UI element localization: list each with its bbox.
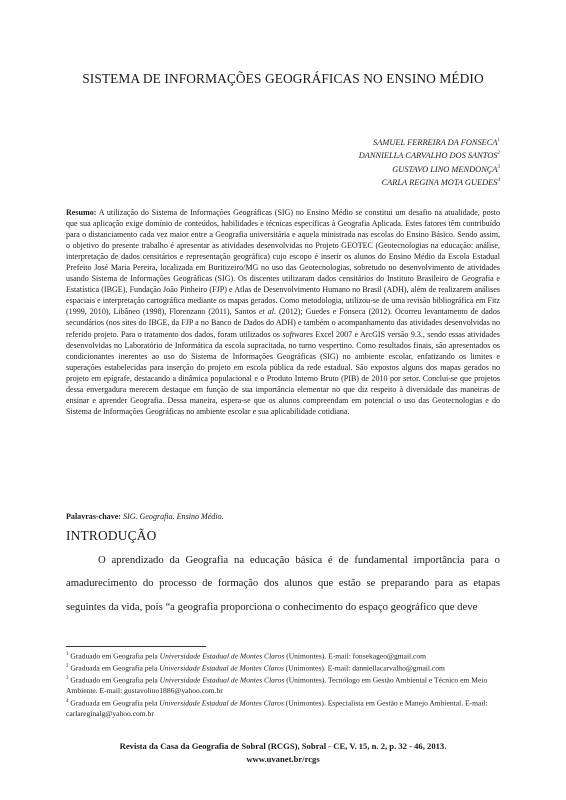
author-name: DANNIELLA CARVALHO DOS SANTOS — [358, 151, 498, 161]
footnote-text: (Unimontes). E-mail: danniellacarvalho@gmail.com — [283, 663, 445, 673]
footnote-2 — [66, 662, 500, 674]
footnote-1 — [66, 650, 500, 662]
footnote-institution: Universidade Estadual de Montes Claros — [159, 675, 285, 685]
author-name: GUSTAVO LINO MENDONÇA — [392, 164, 498, 174]
author-name: SAMUEL FERREIRA DA FONSECA — [373, 137, 498, 147]
footnote-mark: 4 — [66, 698, 69, 704]
author-footnote-mark: 4 — [497, 178, 500, 184]
author-2 — [359, 148, 500, 161]
abstract — [66, 207, 500, 417]
section-heading: INTRODUÇÃO — [66, 528, 157, 543]
author-list — [359, 135, 500, 189]
footnote-divider — [66, 646, 206, 647]
footnote-text: (Unimontes). Especialista em Gestão e Manejo Ambiental. E-mail: carlareginalg@yahoo.com.br — [66, 698, 488, 719]
journal-url[interactable]: www.uvanet.br/rcgs — [246, 753, 320, 764]
footnote-text: Graduado em Geografia pela — [68, 675, 160, 685]
journal-footer — [66, 740, 500, 765]
journal-citation: Revista da Casa da Geografia de Sobral (RCGS), Sobral - CE, V. 15, n. 2, p. 32 - 46, 2013. — [119, 741, 447, 751]
keywords-label: Palavras-chave: — [66, 512, 121, 521]
footnote-3 — [66, 674, 500, 697]
footnote-mark: 1 — [66, 652, 69, 657]
abstract-label: Resumo: — [66, 208, 97, 217]
footnote-institution: Universidade Estadual de Montes Claros — [159, 698, 284, 708]
abstract-etal: et al. — [258, 307, 277, 317]
author-name: CARLA REGINA MOTA GUEDES — [381, 177, 498, 187]
abstract-text-3: Excel 2007 e ArcGIS versão 9.3., sendo essas atividades desenvolvidas no Laboratório de Informática da escola supracitada, no turno vespertino. Como resultados finais, são apresentados os condicionantes inerentes ao uso do Sistema de Informações Geográficas (SIG) no ambiente escolar, enfatizando os limites e superações estabelecidas para inserção do projeto em escola pública da rede estadual. São expostos alguns dos mapas gerados no projeto em epígrafe, destacando a dinâmica populacional e o Produto Interno Bruto (PIB) de 2010 por setor. Conclui-se que projetos dessa envergadura merecem destaque em função de sua importância elementar no que diz respeito à diversidade das maneiras de ensinar e aprender Geografia. Dessa maneira, espera-se que os alunos compreendam em potencial o uso das Geotecnologias e do Sistema de Informações Geográficas no ambiente escolar e sua aplicabilidade cotidiana. — [66, 329, 500, 416]
footnote-text: Graduada em Geografia pela — [68, 698, 160, 708]
author-footnote-mark: 2 — [497, 151, 500, 157]
footnote-text: Graduado em Geografia pela — [68, 651, 160, 661]
footnote-institution: Universidade Estadual de Montes Claros — [159, 663, 284, 673]
author-1 — [359, 135, 500, 148]
footnote-mark: 3 — [66, 676, 69, 682]
abstract-text-1: A utilização do Sistema de Informações Geográficas (SIG) no Ensino Médio se constitui um desafio na atualidade, posto que sua aplicação exige domínio de conteúdos, habilidades e técnicas específicas à Geografia Aplicada. Estes fatores têm contribuído para o distanciamento cada vez maior entre a Geografia universitária e aquela ministrada nas escolas do Ensino Básico. Sendo assim, o objetivo do presente trabalho é apresentar as atividades desenvolvidas no Projeto GEOTEC (Geotecnologias na educação: análise, interpretação de dados censitários e representação geográfica) cujo escopo é inserir os alunos do Ensino Médio da Escola Estadual Prefeito José Maria Pereira, localizada em Buritizeiro/MG no uso das Geotecnologias, sobretudo no desenvolvimento de atividades usando Sistema de Informações Geográficas (SIG). Os discentes utilizaram dados censitários do Instituto Brasileiro de Geografia e Estatística (IBGE), Fundação João Pinheiro (FJP) e Atlas de Desenvolvimento Humano no Brasil (ADH), além de realizarem análises espaciais e interpretação cartográfica mediante os mapas gerados. Como metodologia, utilizou-se de uma revisão bibliográfica em Fitz (1999, 2010), Libâneo (1998), Florenzano (2011), Santos — [66, 208, 500, 317]
footnotes — [66, 650, 500, 720]
author-4 — [359, 175, 500, 188]
footnote-text: (Unimontes). Tecnólogo em Gestão Ambiental e Técnico em Meio Ambiente. E-mail: gustavolino1886@yahoo.com.br — [66, 675, 488, 696]
author-footnote-mark: 3 — [497, 164, 500, 170]
footnote-institution: Universidade Estadual de Montes Claros — [159, 651, 285, 661]
footnote-mark: 2 — [66, 664, 69, 670]
footnote-text: Graduada em Geografia pela — [68, 663, 160, 673]
author-footnote-mark: 1 — [497, 138, 500, 143]
abstract-text-2: (2012); Guedes e Fonseca (2012). Ocorreu levantamento de dados secundários (nos sites do IBGE, da FJP a no Banco de Dados do ADH) e também o acompanhamento das atividades desenvolvidas no referido projeto. Para o tratamento dos dados, foram utilizados os — [66, 307, 500, 339]
paper-title: SISTEMA DE INFORMAÇÕES GEOGRÁFICAS NO ENSINO MÉDIO — [82, 71, 484, 86]
keywords-value: SIG. Geografia. Ensino Médio. — [123, 512, 224, 521]
body-paragraph: O aprendizado da Geografia na educação básica é de fundamental importância para o amadurecimento do processo de formação dos alunos que estão se preparando para as etapas seguintes da vida, pois “a geografia proporciona o conhecimento do espaço geográfico que deve — [66, 554, 500, 613]
footnote-text: (Unimontes). E-mail: fonsekageo@gmail.com — [284, 651, 427, 661]
footnote-4 — [66, 697, 500, 720]
author-3 — [359, 162, 500, 175]
abstract-softwares: softwares — [282, 329, 313, 339]
keywords — [66, 512, 224, 521]
